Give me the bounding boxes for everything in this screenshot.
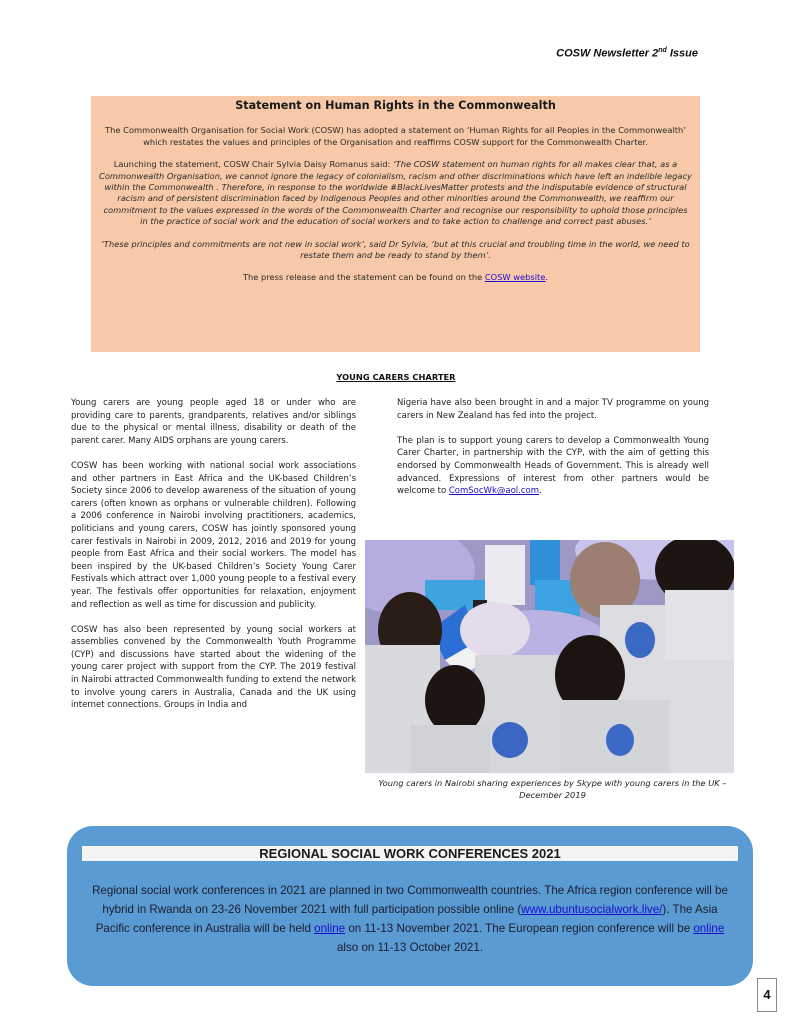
press-text: The press release and the statement can be found on the <box>242 272 485 283</box>
yc-para-1: Young carers are young people aged 18 or under who are providing care to parents, grandparents, relatives and/or siblings due to the physical or mental illness, disability or death of the parent carer. Many AIDS orphans are young carers. <box>71 398 356 446</box>
chair-quote: ‘The COSW statement on human rights for all makes clear that, as a Commonwealth Organisation, we cannot ignore the legacy of colonialism, racism and other discriminations which have left an indelible legacy within the Commonwealth . Therefore, in response to the worldwide #BlackLivesMatter protests and the indisputable evidence of structural racism and of persistent discrimination faced by Indigenous Peoples and other minorities around the Commonwealth, we reaffirm our commitment to the values expressed in the words of the Commonwealth Charter and recognise our responsibility to uphold those principles in the practice of social work and the education of social workers and to take action to challenge and correct past abuses.’ <box>99 159 692 227</box>
press-release-line <box>99 272 692 283</box>
young-carers-photo <box>365 540 734 773</box>
press-end: . <box>545 272 549 283</box>
issue-word: Issue <box>666 47 698 60</box>
regional-conferences-box <box>67 826 753 986</box>
page-number: 4 <box>757 978 777 1012</box>
yc-para-5 <box>397 435 709 498</box>
conferences-body <box>87 881 733 957</box>
conferences-title: REGIONAL SOCIAL WORK CONFERENCES 2021 <box>82 846 738 861</box>
conf-text-1: Regional social work conferences in 2021 are planned in two Commonwealth countries. The Africa region conference will be hybrid in Rwanda on 23-26 November 2021 with full participation possible online ( <box>92 884 728 916</box>
para2-intro: Launching the statement, COSW Chair Sylvia Daisy Romanus said: <box>113 159 393 170</box>
email-link[interactable]: ComSocWk@aol.com <box>448 486 540 497</box>
newsletter-title: COSW Newsletter 2 <box>556 47 659 60</box>
statement-para-2 <box>99 159 692 227</box>
statement-title: Statement on Human Rights in the Commonwealth <box>235 99 556 112</box>
ubuntu-social-work-link[interactable]: www.ubuntusocialwork.live/ <box>521 903 663 916</box>
newsletter-header <box>556 47 698 60</box>
young-carers-right-column <box>397 397 709 510</box>
yc-para-5-text: The plan is to support young carers to develop a Commonwealth Young Carer Charter, in partnership with the CYP, with the aim of getting this endorsed by Commonwealth Heads of Government. This is already well advanced. Expressions of interest from other partners would be welcome to <box>397 435 709 497</box>
european-online-link[interactable]: online <box>693 922 725 935</box>
yc-para-3: COSW has also been represented by young social workers at assemblies convened by the Commonwealth Youth Programme (CYP) and discussions have started about the widening of the young carer project with support from the CYP. The 2019 festival in Nairobi attracted Commonwealth funding to extend the network to involve young carers in Australia, Canada and the UK using internet connections. Groups in India and <box>71 624 356 711</box>
yc-para-2: COSW has been working with national social work associations and other partners in East Africa and the UK-based Children’s Society since 2006 to develop awareness of the situation of young carers (often known as orphans or vulnerable children). Following a 2006 conference in Nairobi involving practitioners, academics, politicians and young carers, COSW has jointly sponsored young carer festivals in Nairobi in 2009, 2012, 2016 and 2019 for young people from East Africa and their social workers. The model has been inspired by the UK-based Children’s Society Young Carer Festivals which attract over 1,000 young people to a festival every year. The festivals offer opportunities for relaxation, enjoyment and reflection as well as time for discussion and publicity. <box>71 460 356 610</box>
yc-para-4: Nigeria have also been brought in and a major TV programme on young carers in New Zealand has fed into the project. <box>397 398 709 421</box>
conf-text-2: ). The Asia Pacific conference in Australia will be held <box>95 903 718 935</box>
human-rights-statement-box <box>91 96 700 352</box>
conf-text-3: on 11-13 November 2021. The European region conference will be <box>345 922 694 935</box>
yc-para-5-end: . <box>539 486 542 497</box>
ordinal-superscript: nd <box>658 47 667 54</box>
photo-caption: Young carers in Nairobi sharing experiences by Skype with young carers in the UK – December 2019 <box>378 778 727 800</box>
young-carers-left-column <box>71 397 356 724</box>
young-carers-heading: YOUNG CARERS CHARTER <box>336 372 456 382</box>
photo-illustration <box>365 540 734 773</box>
statement-para-3: ‘These principles and commitments are not new in social work’, said Dr Sylvia, ‘but at this crucial and troubling time in the world, we need to restate them and be ready to stand by them’. <box>101 238 690 261</box>
statement-para-1: The Commonwealth Organisation for Social Work (COSW) has adopted a statement on ‘Human Rights for all Peoples in the Commonwealth’ which restates the values and principles of the Organisation and reaffirms COSW support for the Commonwealth Charter. <box>105 125 686 147</box>
conf-text-4: also on 11-13 October 2021. <box>336 941 484 954</box>
asia-pacific-online-link[interactable]: online <box>314 922 346 935</box>
cosw-website-link[interactable]: COSW website <box>484 272 546 283</box>
